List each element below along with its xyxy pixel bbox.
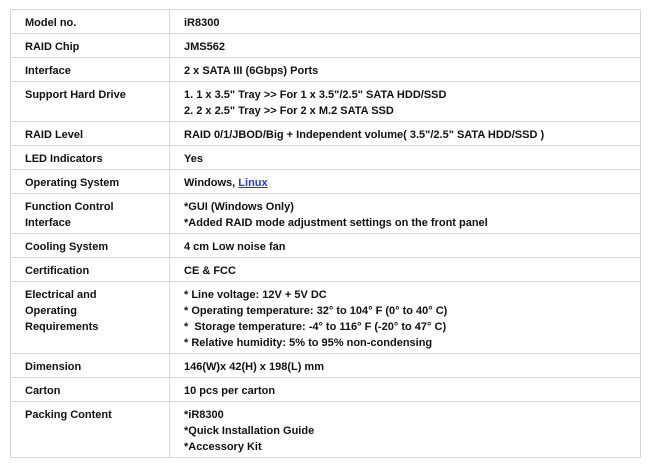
spec-label — [11, 194, 170, 234]
spec-label-line: Function Control — [25, 201, 114, 213]
spec-label: Dimension — [11, 354, 170, 378]
spec-value-line: *Accessory Kit — [184, 441, 262, 453]
spec-value-line: *Added RAID mode adjustment settings on the front panel — [184, 217, 488, 229]
spec-row-carton — [11, 378, 641, 402]
spec-label: Operating System — [11, 170, 170, 194]
spec-value: iR8300 — [170, 10, 641, 34]
spec-value: 146(W)x 42(H) x 198(L) mm — [170, 354, 641, 378]
os-windows-text: Windows, — [184, 177, 239, 189]
spec-value — [170, 194, 641, 234]
spec-row-electrical — [11, 282, 641, 354]
spec-value: 10 pcs per carton — [170, 378, 641, 402]
spec-value-line: * Operating temperature: 32° to 104° F (0° to 40° C) — [184, 305, 448, 317]
spec-value: RAID 0/1/JBOD/Big + Independent volume( 3.5"/2.5" SATA HDD/SSD ) — [170, 122, 641, 146]
spec-label: Model no. — [11, 10, 170, 34]
spec-label — [11, 282, 170, 354]
spec-value-line: 2. 2 x 2.5" Tray >> For 2 x M.2 SATA SSD — [184, 105, 394, 117]
spec-label-line: Requirements — [25, 321, 99, 333]
spec-label-line: Interface — [25, 217, 71, 229]
spec-value — [170, 402, 641, 458]
spec-value-line: *GUI (Windows Only) — [184, 201, 294, 213]
spec-value: 2 x SATA III (6Gbps) Ports — [170, 58, 641, 82]
spec-value-line: 1. 1 x 3.5" Tray >> For 1 x 3.5"/2.5" SATA HDD/SSD — [184, 89, 447, 101]
spec-row-packing-content — [11, 402, 641, 458]
spec-row-raid-level — [11, 122, 641, 146]
spec-label: LED Indicators — [11, 146, 170, 170]
spec-label: Interface — [11, 58, 170, 82]
spec-label-line: Electrical and — [25, 289, 97, 301]
spec-value: 4 cm Low noise fan — [170, 234, 641, 258]
spec-row-model — [11, 10, 641, 34]
spec-row-raid-chip — [11, 34, 641, 58]
spec-value: CE & FCC — [170, 258, 641, 282]
spec-label: Support Hard Drive — [11, 82, 170, 122]
spec-label: Certification — [11, 258, 170, 282]
spec-value-line: *iR8300 — [184, 409, 224, 421]
spec-row-function-control — [11, 194, 641, 234]
spec-value — [170, 170, 641, 194]
spec-row-certification — [11, 258, 641, 282]
spec-value: Yes — [170, 146, 641, 170]
spec-row-cooling-system — [11, 234, 641, 258]
linux-link[interactable]: Linux — [238, 177, 268, 189]
spec-label: Packing Content — [11, 402, 170, 458]
spec-row-dimension — [11, 354, 641, 378]
spec-row-interface — [11, 58, 641, 82]
spec-row-operating-system — [11, 170, 641, 194]
spec-row-led-indicators — [11, 146, 641, 170]
spec-value — [170, 82, 641, 122]
spec-label-line: Operating — [25, 305, 77, 317]
spec-label: Carton — [11, 378, 170, 402]
spec-value-line: * Storage temperature: -4° to 116° F (-20° to 47° C) — [184, 321, 447, 333]
spec-value — [170, 282, 641, 354]
spec-value-line: * Relative humidity: 5% to 95% non-condensing — [184, 337, 433, 349]
spec-value: JMS562 — [170, 34, 641, 58]
spec-label: Cooling System — [11, 234, 170, 258]
spec-row-support-hard-drive — [11, 82, 641, 122]
spec-value-line: * Line voltage: 12V + 5V DC — [184, 289, 327, 301]
spec-label: RAID Chip — [11, 34, 170, 58]
spec-value-line: *Quick Installation Guide — [184, 425, 315, 437]
spec-table — [10, 9, 641, 458]
spec-label: RAID Level — [11, 122, 170, 146]
